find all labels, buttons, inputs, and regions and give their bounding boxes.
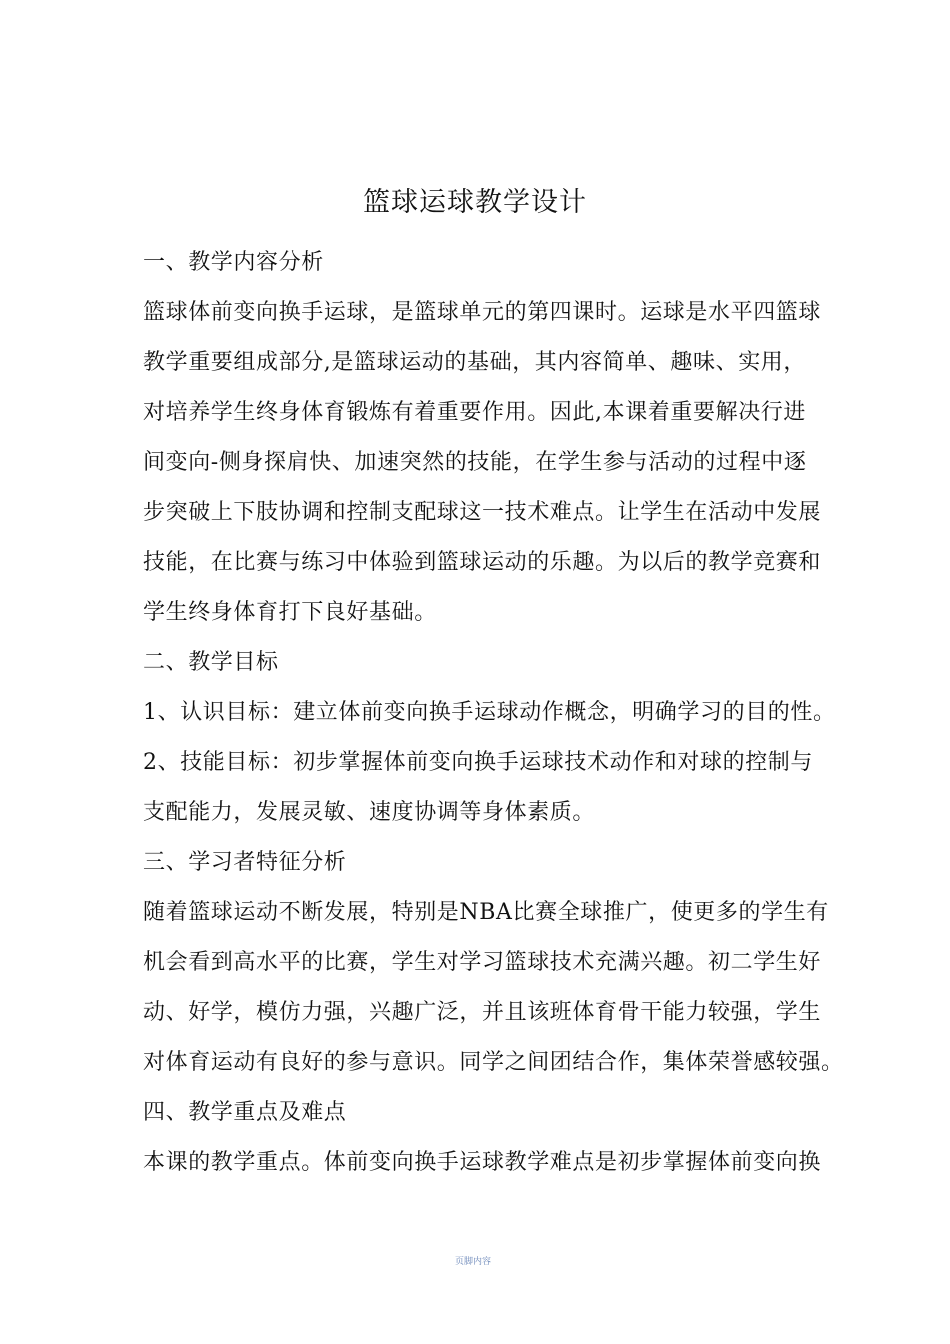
paragraph-line: 动、好学，模仿力强，兴趣广泛，并且该班体育骨干能力较强，学生 [143, 1000, 822, 1025]
section-heading: 三、学习者特征分析 [143, 850, 347, 875]
paragraph-line: 对培养学生终身体育锻炼有着重要作用。因此,本课着重要解决行进 [143, 400, 806, 425]
paragraph-line: 对体育运动有良好的参与意识。同学之间团结合作，集体荣誉感较强。 [143, 1050, 844, 1075]
paragraph-line: 机会看到高水平的比赛，学生对学习篮球技术充满兴趣。初二学生好 [143, 950, 822, 975]
section-heading: 四、教学重点及难点 [143, 1100, 347, 1125]
paragraph-line: 教学重要组成部分,是篮球运动的基础，其内容简单、趣味、实用， [143, 350, 806, 375]
paragraph-line: 间变向-侧身探肩快、加速突然的技能，在学生参与活动的过程中逐 [143, 450, 807, 475]
section-heading: 二、教学目标 [143, 650, 279, 675]
page-title: 篮球运球教学设计 [363, 187, 587, 218]
paragraph-line: 支配能力，发展灵敏、速度协调等身体素质。 [143, 800, 596, 825]
paragraph-line: 学生终身体育打下良好基础。 [143, 600, 437, 625]
list-item: 1、认识目标：建立体前变向换手运球动作概念，明确学习的目的性。 [143, 700, 836, 725]
page-footer: 页脚内容 [455, 1257, 492, 1267]
paragraph-line: 随着篮球运动不断发展，特别是NBA比赛全球推广，使更多的学生有 [143, 900, 829, 925]
paragraph-line: 篮球体前变向换手运球，是篮球单元的第四课时。运球是水平四篮球 [143, 300, 822, 325]
document-body [143, 238, 844, 1188]
paragraph-line: 技能，在比赛与练习中体验到篮球运动的乐趣。为以后的教学竞赛和 [143, 550, 822, 575]
paragraph-line: 步突破上下肢协调和控制支配球这一技术难点。让学生在活动中发展 [143, 500, 822, 525]
paragraph-line: 本课的教学重点。体前变向换手运球教学难点是初步掌握体前变向换 [143, 1150, 822, 1175]
list-item: 2、技能目标：初步掌握体前变向换手运球技术动作和对球的控制与 [143, 750, 813, 775]
section-heading: 一、教学内容分析 [143, 250, 324, 275]
